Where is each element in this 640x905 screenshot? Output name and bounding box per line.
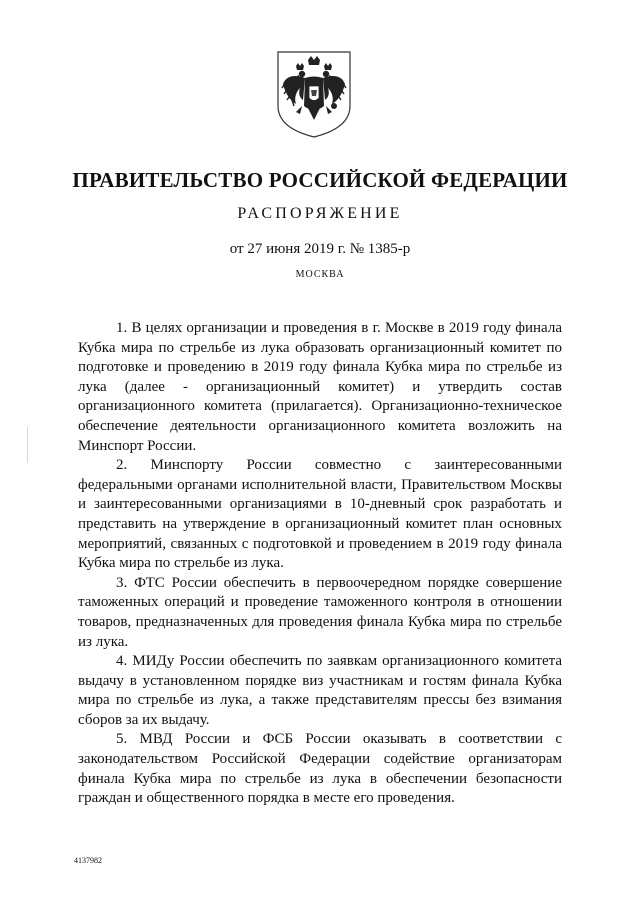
- paragraph-4: 4. МИДу России обеспечить по заявкам организационного комитета выдачу в установленном порядке виз участникам и гостям финала Кубка мира по стрельбе из лука, а также представителям прессы без взимания сборов за их выдачу.: [78, 653, 562, 728]
- russian-coat-of-arms-emblem: [272, 48, 356, 140]
- document-body: [78, 319, 562, 809]
- document-city: МОСКВА: [295, 269, 345, 280]
- document-date-number: от 27 июня 2019 г. № 1385-р: [229, 241, 411, 257]
- paragraph-3: 3. ФТС России обеспечить в первоочередном порядке совершение таможенных операций и проведение таможенного контроля в отношении товаров, предназначенных для проведения финала Кубка мира по стрельбе из лука.: [78, 574, 562, 650]
- paragraph-1: 1. В целях организации и проведения в г. Москве в 2019 году финала Кубка мира по стрельбе из лука образовать организационный комитет по подготовке и проведению в 2019 году финала Кубка мира по стрельбе из лука (далее - организационный комитет) и утвердить состав организационного комитета (прилагается). Организационно-техническое обеспечение деятельности организационного комитета возложить на Минспорт России.: [78, 320, 562, 454]
- government-title: ПРАВИТЕЛЬСТВО РОССИЙСКОЙ ФЕДЕРАЦИИ: [72, 168, 568, 192]
- paragraph-2: 2. Минспорту России совместно с заинтересованными федеральными органами исполнительной власти, Правительством Москвы и заинтересованными организациями в 10-дневный срок разработать и представить на утверждение в организационный комитет план основных мероприятий, связанных с подготовкой и проведением в 2019 году финала Кубка мира по стрельбе из лука.: [78, 457, 562, 572]
- paragraph-5: 5. МВД России и ФСБ России оказывать в соответствии с законодательством Российской Федерации содействие организаторам финала Кубка мира по стрельбе из лука в обеспечении безопасности граждан и общественного порядка в месте его проведения.: [78, 731, 562, 807]
- document-registration-number: 4137982: [74, 856, 102, 865]
- document-type: РАСПОРЯЖЕНИЕ: [237, 205, 403, 222]
- scan-margin-mark: [27, 427, 28, 463]
